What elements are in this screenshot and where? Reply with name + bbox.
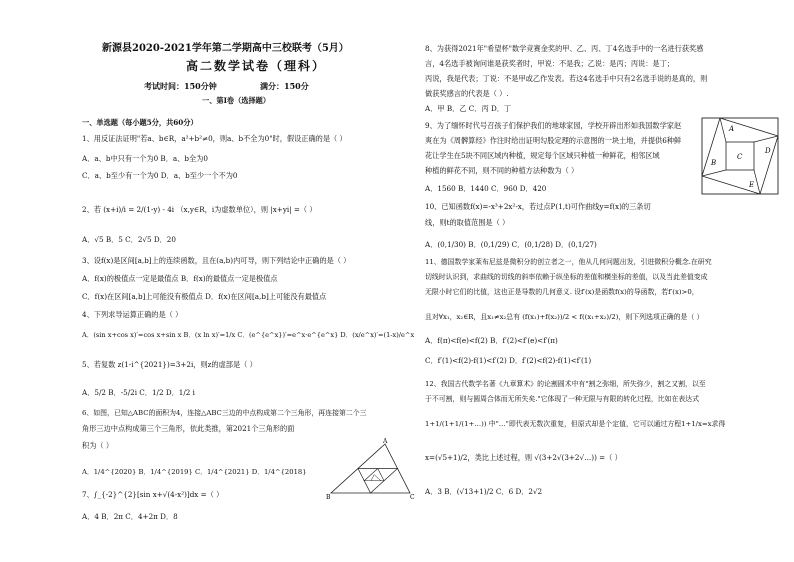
q12-stem-3: 1+1/(1+1/(1+…)) 中"…"即代表无数次重复，但原式却是个定值，它可以通过方程1+1/x=x求得 [425,420,726,428]
region-c: C [737,153,743,161]
q4-options: A．(sin x+cos x)′=cos x+sin x B．(x ln x)′=1/x C．(e^{e^x})′=e^x·e^{e^x} D．(x/e^x)′=(1-x)/e^x [82,331,415,339]
q5-stem: 5、若复数 z(1-i^{2021})=3+2i，则z的虚部是（ ） [82,360,257,369]
region-d: D [765,147,771,155]
q11-stem-1: 11、德国数学家莱布尼兹是微积分的创立者之一，他从几何问题出发，引进微积分概念.在研究 [425,258,712,266]
q6-stem-1: 6、如图，已知△ABC的面积为4，连接△ABC三边的中点构成第二个三角形，再连接第二个三 [82,409,367,417]
region-e: E [749,181,755,189]
q11-options-cd: C．f′(1)<f(2)-f(1)<f′(2) D．f′(2)<f(2)-f(1)<f′(1) [425,356,592,365]
q6-stem-3: 积为（ ） [82,441,114,450]
q9-stem-3: 花让学生在5块不同区域内种植，规定每个区域只种植一种鲜花，相邻区域 [425,151,660,160]
region-a: A [729,125,735,133]
section-heading: 一、单选题（每小题5分，共60分） [82,118,198,127]
label-b: B [326,494,331,501]
q3-stem: 3、设f(x)是区间[a,b]上的连续函数，且在(a,b)内可导，则下列结论中正确的是（ ） [82,256,351,265]
q6-options: A．1/4^{2020} B．1/4^{2019} C．1/4^{2021} D．1/4^{2018} [82,468,307,476]
label-c: C [410,494,415,501]
q1-stem: 1、用反证法证明"若a、b∈R，a²+b²≠0，则a、b不全为0"时，假设正确的是（ ） [82,134,347,143]
exam-subject: 高二数学试卷（理科） [186,59,327,73]
q9-stem-4: 种植的鲜花不同，则不同的种植方法种数为（ ） [425,166,579,175]
q6-triangle-figure [326,437,416,507]
q2-stem: 2、若 (x+i)/i = 2/(1-y) - 4i （x,y∈R，i为虚数单位），则 |x+yi| =（ ） [82,205,317,214]
q10-stem-2: 线，则t的取值范围是（ ） [425,218,510,227]
q3-options-ab: A．f(x)的极值点一定是最值点 B．f(x)的最值点一定是极值点 [82,274,278,283]
q8-options: A．甲 B．乙 C．丙 D．丁 [425,104,512,113]
q4-stem: 4、下列求导运算正确的是（ ） [82,310,183,319]
q8-stem-1: 8、为获得2021年"希望杯"数学竞赛金奖的甲、乙、丙、丁4名选手中的一名进行获奖感 [425,44,704,53]
q12-options: A．3 B．(√13+1)/2 C．6 D．2√2 [425,487,543,496]
q8-stem-4: 做获奖感言的代表是（ ）. [425,89,509,98]
q1-options-cd: C．a、b至少有一个为0 D．a、b至少一个不为0 [82,171,238,180]
q3-options-cd: C．f(x)在区间[a,b]上可能没有极值点 D．f(x)在区间[a,b]上可能没有最值点 [82,292,327,301]
q6-stem-2: 角形三边中点构成第三个三角形，依此类推，第2021个三角形的面 [82,424,295,433]
q9-stem-1: 9、为了缅怀时代号召孩子们保护我们的地球家园，学校开辟出形如我国数学家赵 [425,121,682,130]
exam-time: 考试时间：150分钟 [144,81,217,91]
q9-stem-2: 爽在为《周髀算经》作注时给出证明勾股定理的示意图的一块土地，并提供6种鲜 [425,136,682,145]
q11-stem-4: 且对∀x₁，x₂∈R，且x₁≠x₂总有 (f(x₁)+f(x₂))/2 < f((x₁+x₂)/2)，则下列选项正确的是（ ） [425,313,704,321]
part-heading: 一、第I卷（选择题） [202,96,271,105]
triangle-4 [371,475,381,481]
q8-stem-2: 言，4名选手被询问谁是获奖者时，甲说：不是我；乙说：是丙；丙说：是丁； [425,59,674,68]
q12-stem-1: 12、我国古代数学名著《九章算术》的论割圆术中有"割之弥细，所失弥少，割之又割，以至 [425,380,706,388]
q7-options: A．4 B．2π C．4+2π D．8 [82,512,178,521]
q7-stem: 7、∫_{-2}^{2}[sin x+√(4-x²)]dx =（ ） [82,490,224,499]
exam-score: 满分：150分 [260,81,309,91]
q12-stem-2: 于不可割，则与圆周合体而无所失矣."它体现了一种无限与有限的转化过程，比如在表达式 [425,395,700,403]
q11-stem-2: 切线时认识到，求曲线的切线的斜率依赖于纵坐标的差值和横坐标的差值，以及当此差值变成 [425,273,708,281]
q2-options: A．√5 B．5 C．2√5 D．20 [82,235,176,244]
q11-options-ab: A．f(π)<f(e)<f(2) B．f′(2)<f′(e)<f′(π) [425,336,558,345]
q10-options: A．(0,1/30) B．(0,1/29) C．(0,1/28) D．(0,1/27) [425,240,597,249]
q12-stem-4: x=(√5+1)/2，类比上述过程，则 √(3+2√(3+2√…)) =（ ） [425,453,622,462]
q1-options-ab: A．a、b中只有一个为0 B．a、b全为0 [82,154,208,163]
label-a: A [383,438,388,445]
q9-square-figure [701,117,779,197]
q8-stem-3: 丙说，我是代表；丁说：不是甲或乙作发表。若这4名选手中只有2名选手说的是真的，则 [425,74,708,83]
q10-stem-1: 10、已知函数f(x)=-x³+2x²-x，若过点P(1,t)可作曲线y=f(x)的三条切 [425,202,651,211]
q5-options: A．5/2 B．-5/2i C．1/2 D．1/2 i [82,388,195,397]
q11-stem-3: 无限小时它们的比值，这也正是导数的几何意义. 设f′(x)是函数f(x)的导函数，若f′(x)>0， [425,288,699,296]
q9-options: A．1560 B．1440 C．960 D．420 [425,184,547,193]
exam-title: 新源县2020-2021学年第二学期高中三校联考（5月） [102,43,349,54]
region-b: B [711,159,717,167]
